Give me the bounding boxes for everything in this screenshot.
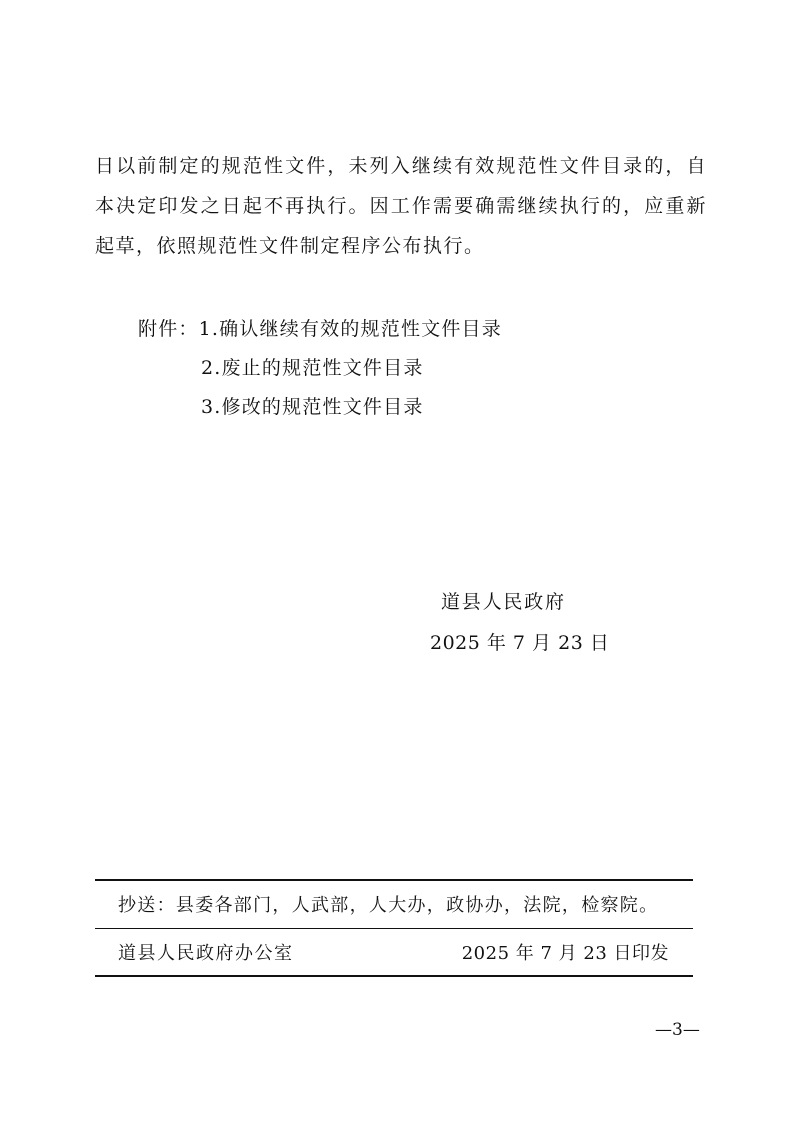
attachment-item-2: 2.废止的规范性文件目录 (201, 357, 424, 379)
signature-organization: 道县人民政府 (441, 591, 566, 613)
attachment-item-3: 3.修改的规范性文件目录 (201, 396, 424, 418)
attachments-label: 附件： (138, 318, 199, 340)
attachments-list (138, 310, 502, 427)
signature-date: 2025 年 7 月 23 日 (430, 632, 610, 654)
footer-middle-rule (95, 928, 693, 929)
page-number: —3— (655, 1020, 700, 1040)
footer-top-rule (95, 879, 693, 881)
footer-bottom-rule (95, 975, 693, 977)
cc-line: 抄送：县委各部门，人武部，人大办，政协办，法院，检察院。 (118, 895, 659, 916)
issuing-office: 道县人民政府办公室 (118, 943, 294, 964)
body-paragraph: 日以前制定的规范性文件，未列入继续有效规范性文件目录的，自本决定印发之日起不再执行。因工作需要确需继续执行的，应重新起草，依照规范性文件制定程序公布执行。 (95, 155, 707, 257)
issue-date: 2025 年 7 月 23 日印发 (461, 943, 669, 964)
body-text (95, 146, 707, 266)
attachment-item (138, 310, 502, 349)
attachment-item-1: 1.确认继续有效的规范性文件目录 (198, 318, 502, 340)
